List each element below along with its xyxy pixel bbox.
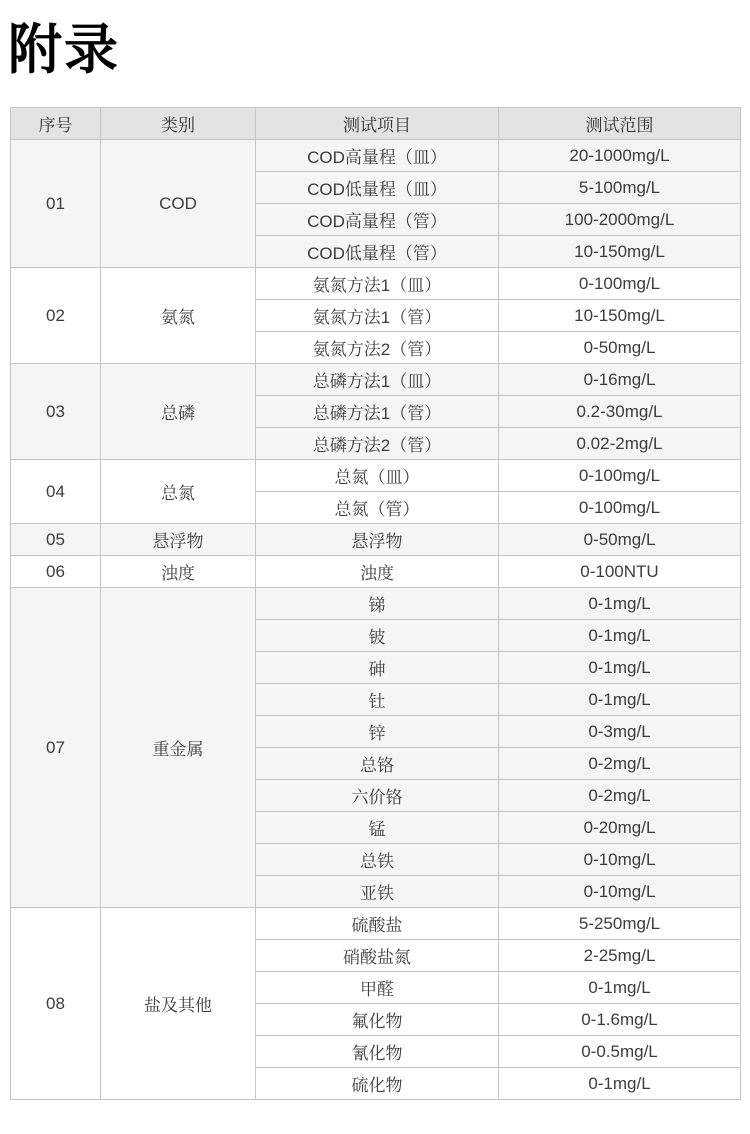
test-range-cell: 20-1000mg/L <box>499 140 741 172</box>
test-range-cell: 0-3mg/L <box>499 716 741 748</box>
test-range-cell: 0-1mg/L <box>499 972 741 1004</box>
test-item-cell: 总磷方法2（管） <box>256 428 499 460</box>
category-cell: 浊度 <box>101 556 256 588</box>
category-cell: COD <box>101 140 256 268</box>
test-item-cell: 氨氮方法1（管） <box>256 300 499 332</box>
test-item-cell: 氰化物 <box>256 1036 499 1068</box>
test-item-cell: 硫化物 <box>256 1068 499 1100</box>
test-item-cell: 悬浮物 <box>256 524 499 556</box>
header-test-range: 测试范围 <box>499 108 741 140</box>
test-range-cell: 0-10mg/L <box>499 876 741 908</box>
test-item-cell: 钍 <box>256 684 499 716</box>
test-range-cell: 2-25mg/L <box>499 940 741 972</box>
test-range-cell: 0-1mg/L <box>499 588 741 620</box>
test-item-cell: 甲醛 <box>256 972 499 1004</box>
table-body <box>11 140 741 1100</box>
test-item-cell: 砷 <box>256 652 499 684</box>
test-item-cell: COD低量程（皿） <box>256 172 499 204</box>
test-item-cell: 总磷方法1（管） <box>256 396 499 428</box>
serial-cell: 01 <box>11 140 101 268</box>
test-item-cell: 总铁 <box>256 844 499 876</box>
serial-cell: 04 <box>11 460 101 524</box>
test-item-cell: COD高量程（管） <box>256 204 499 236</box>
serial-cell: 05 <box>11 524 101 556</box>
test-range-cell: 0-100mg/L <box>499 268 741 300</box>
header-serial: 序号 <box>11 108 101 140</box>
test-item-cell: COD低量程（管） <box>256 236 499 268</box>
table-row <box>11 908 741 940</box>
test-range-cell: 0-50mg/L <box>499 524 741 556</box>
test-item-cell: 锰 <box>256 812 499 844</box>
appendix-table <box>10 107 741 1100</box>
table-row <box>11 268 741 300</box>
test-range-cell: 0-10mg/L <box>499 844 741 876</box>
test-item-cell: 氨氮方法1（皿） <box>256 268 499 300</box>
table-row <box>11 140 741 172</box>
test-item-cell: 六价铬 <box>256 780 499 812</box>
test-item-cell: 锌 <box>256 716 499 748</box>
test-range-cell: 10-150mg/L <box>499 300 741 332</box>
table-row <box>11 556 741 588</box>
test-item-cell: 硫酸盐 <box>256 908 499 940</box>
test-item-cell: 总氮（皿） <box>256 460 499 492</box>
test-range-cell: 0.2-30mg/L <box>499 396 741 428</box>
test-item-cell: COD高量程（皿） <box>256 140 499 172</box>
page-title: 附录 <box>8 20 120 80</box>
test-range-cell: 0-2mg/L <box>499 748 741 780</box>
category-cell: 总氮 <box>101 460 256 524</box>
test-item-cell: 总磷方法1（皿） <box>256 364 499 396</box>
test-range-cell: 0-50mg/L <box>499 332 741 364</box>
test-range-cell: 0-1mg/L <box>499 1068 741 1100</box>
test-range-cell: 0-100mg/L <box>499 492 741 524</box>
table-row <box>11 588 741 620</box>
test-range-cell: 0-2mg/L <box>499 780 741 812</box>
table-row <box>11 460 741 492</box>
header-category: 类别 <box>101 108 256 140</box>
test-range-cell: 0-1mg/L <box>499 684 741 716</box>
serial-cell: 06 <box>11 556 101 588</box>
serial-cell: 08 <box>11 908 101 1100</box>
test-item-cell: 铍 <box>256 620 499 652</box>
test-range-cell: 0.02-2mg/L <box>499 428 741 460</box>
test-range-cell: 0-100NTU <box>499 556 741 588</box>
serial-cell: 03 <box>11 364 101 460</box>
category-cell: 氨氮 <box>101 268 256 364</box>
table-row <box>11 524 741 556</box>
category-cell: 悬浮物 <box>101 524 256 556</box>
serial-cell: 02 <box>11 268 101 364</box>
test-range-cell: 5-100mg/L <box>499 172 741 204</box>
test-range-cell: 0-1.6mg/L <box>499 1004 741 1036</box>
test-range-cell: 0-100mg/L <box>499 460 741 492</box>
test-item-cell: 氟化物 <box>256 1004 499 1036</box>
test-item-cell: 氨氮方法2（管） <box>256 332 499 364</box>
header-test-item: 测试项目 <box>256 108 499 140</box>
test-range-cell: 0-20mg/L <box>499 812 741 844</box>
table-header-row <box>11 108 741 140</box>
test-item-cell: 锑 <box>256 588 499 620</box>
test-range-cell: 100-2000mg/L <box>499 204 741 236</box>
test-item-cell: 浊度 <box>256 556 499 588</box>
test-range-cell: 0-16mg/L <box>499 364 741 396</box>
test-range-cell: 10-150mg/L <box>499 236 741 268</box>
table-row <box>11 364 741 396</box>
test-item-cell: 亚铁 <box>256 876 499 908</box>
test-range-cell: 5-250mg/L <box>499 908 741 940</box>
category-cell: 重金属 <box>101 588 256 908</box>
serial-cell: 07 <box>11 588 101 908</box>
test-item-cell: 总氮（管） <box>256 492 499 524</box>
test-range-cell: 0-0.5mg/L <box>499 1036 741 1068</box>
test-item-cell: 硝酸盐氮 <box>256 940 499 972</box>
test-item-cell: 总铬 <box>256 748 499 780</box>
test-range-cell: 0-1mg/L <box>499 652 741 684</box>
category-cell: 总磷 <box>101 364 256 460</box>
test-range-cell: 0-1mg/L <box>499 620 741 652</box>
category-cell: 盐及其他 <box>101 908 256 1100</box>
